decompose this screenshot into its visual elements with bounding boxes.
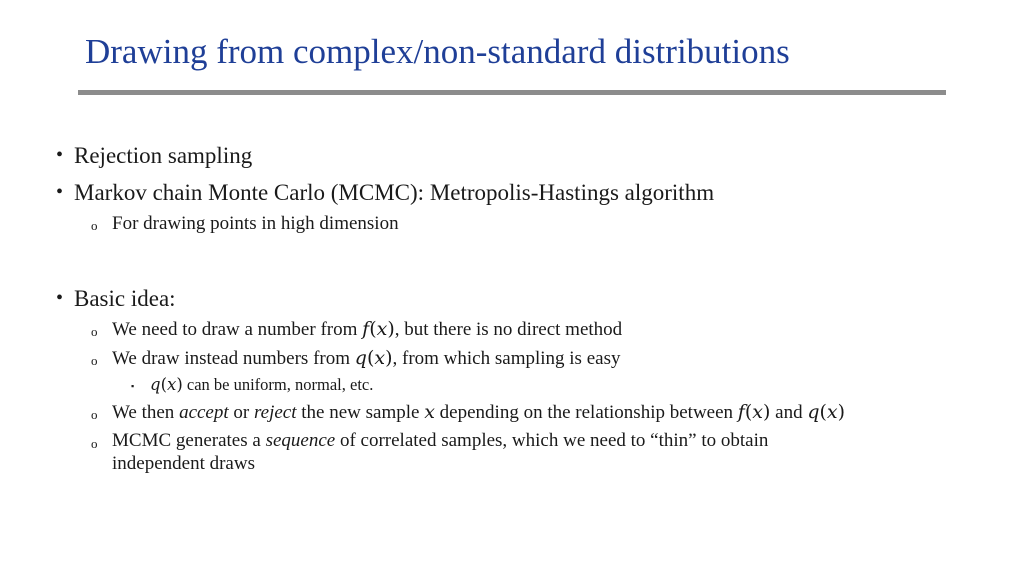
bullet-rejection-sampling: Rejection sampling: [74, 143, 253, 168]
sub-bullet-marker: o: [91, 407, 98, 422]
sub-bullet-marker: o: [91, 353, 98, 368]
subsub-bullet-marker: ▪: [131, 381, 135, 391]
sub-bullet-marker: o: [91, 324, 98, 339]
title-divider: [78, 90, 946, 95]
bullet-basic-idea: Basic idea:: [74, 286, 176, 311]
sub-bullet-marker: o: [91, 436, 98, 451]
slide-title: Drawing from complex/non-standard distributions: [85, 32, 790, 71]
sub-bullet-need-to-draw: We need to draw a number from f(x), but there is no direct method: [112, 318, 623, 340]
bullet-marker: •: [56, 181, 64, 203]
subsub-bullet-uniform-normal: q(x) can be uniform, normal, etc.: [150, 375, 374, 394]
bullet-marker: •: [56, 287, 64, 309]
sub-bullet-high-dimension: For drawing points in high dimension: [112, 213, 399, 234]
math-q: q: [354, 347, 367, 369]
bullet-marker: •: [56, 144, 64, 166]
sub-bullet-accept-reject: We then accept or reject the new sample x depending on the relationship between f(x) and q(x): [112, 401, 846, 423]
math-f: f: [362, 318, 370, 340]
sub-bullet-mcmc-sequence-line2: independent draws: [112, 453, 255, 474]
bullet-mcmc: Markov chain Monte Carlo (MCMC): Metropolis-Hastings algorithm: [74, 180, 715, 205]
sub-bullet-mcmc-sequence: MCMC generates a sequence of correlated samples, which we need to “thin” to obtain: [112, 430, 769, 451]
sub-bullet-marker: o: [91, 218, 98, 233]
sub-bullet-draw-instead: We draw instead numbers from q(x), from which sampling is easy: [112, 347, 621, 369]
